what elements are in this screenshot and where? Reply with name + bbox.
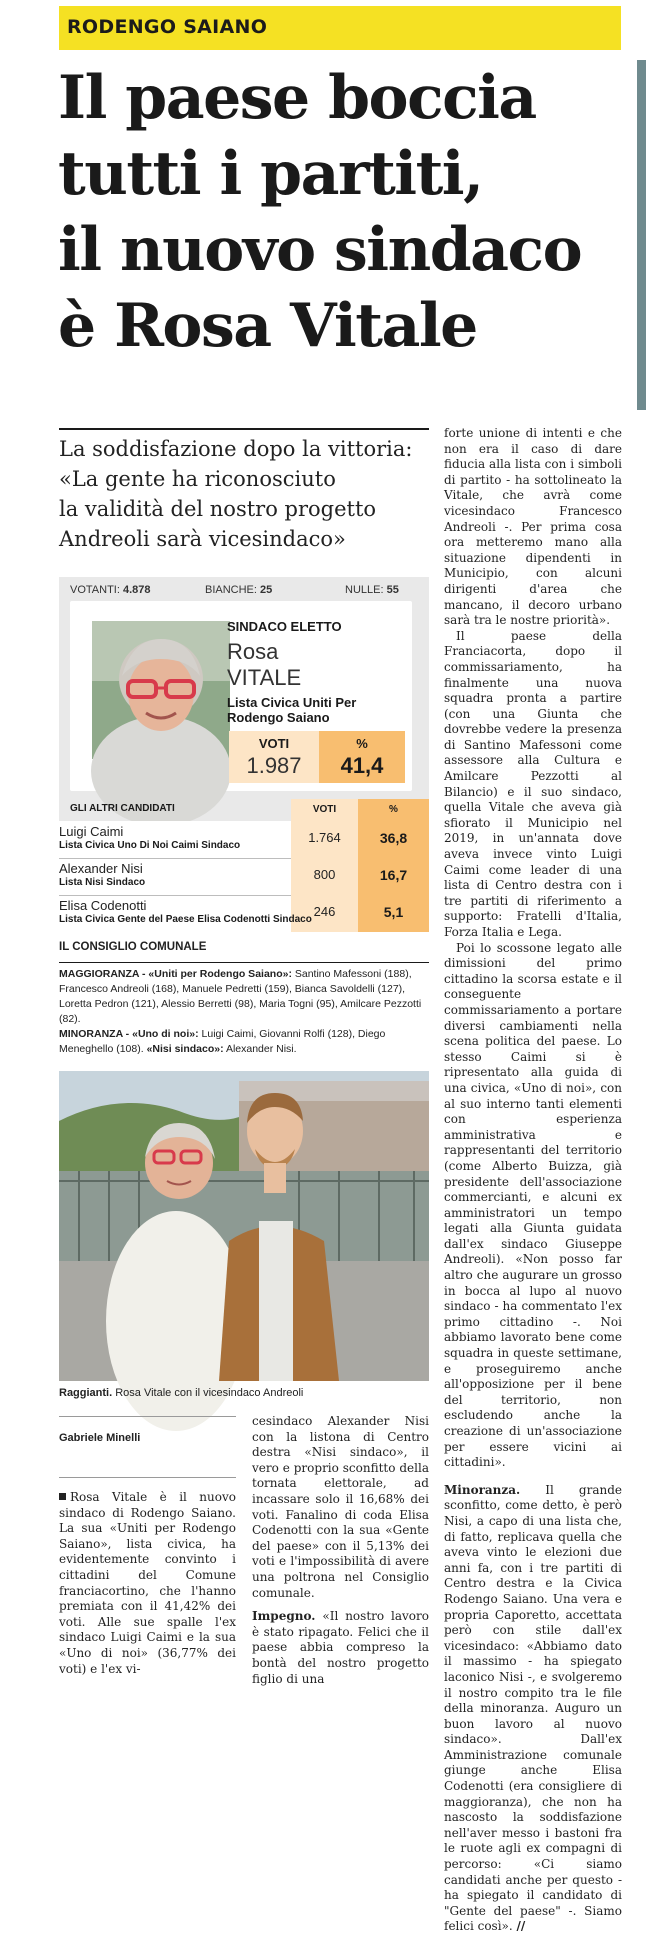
byline: Gabriele Minelli [59,1432,141,1444]
council-majority: MAGGIORANZA - «Uniti per Rodengo Saiano»: Santino Mafessoni (188), Francesco Andreoli (168), Manuele Pedretti (159), Bianca Savoldelli (127), Loretta Pedron (121), Alessio Berretti (98), Maria Togni (95), Amilcare Pezzotti (82). [59,968,422,1025]
candidate-votes: 800 [313,867,336,882]
candidate-row [59,896,429,932]
votes-label: VOTI [258,736,290,751]
article-column-2 [252,1414,429,1687]
council-title: IL CONSIGLIO COMUNALE [59,941,207,953]
council-rule [59,962,429,963]
subheadline [59,434,429,554]
byline-rule-bottom [59,1477,236,1478]
article-column-3 [444,426,622,1935]
photo-caption: Raggianti. Rosa Vitale con il vicesindaco Andreoli [59,1387,304,1399]
paragraph: Il paese della Franciacorta, dopo il commissariamento, ha finalmente una nuova squadra pronta a partire (con una Giunta che dovrebbe vedere la presenza di Santino Mafessoni come assessore alla Cultura e Amilcare Pezzotti al Bilancio) e il suo sindaco, quella Vitale che aveva già sfiorato il Municipio nel 2019, in un'annata dove aveva invece vinto Luigi Caimi come leader di una lista di Centro destra con i tre partiti di riferimento a supporto: Fratelli d'Italia, Forza Italia e Lega. [444,628,622,939]
candidate-pct: 16,7 [379,867,408,883]
candidate-row [59,859,429,895]
elected-mayor-card [70,601,412,791]
section-kicker-bar [59,6,621,50]
pct-label: % [356,736,368,751]
council-box [59,940,429,1057]
candidate-name: Alexander Nisi [59,861,143,876]
elected-votes-cell [229,731,319,783]
subhead-line: Andreoli sarà vicesindaco» [59,527,346,551]
headline-line: Il paese boccia [58,63,536,133]
article-photo [59,1071,429,1381]
candidate-name: Elisa Codenotti [59,898,147,913]
others-pct-header: % [389,804,398,815]
headline-line: il nuovo sindaco [58,215,582,285]
paragraph: forte unione di intenti e che non era il caso di dare fiducia alla lista con i simboli di partito - ha sottolineato la Vitale, che avrà come vicesindaco Francesco Andreoli -. Per prima cosa ora metteremo mano alla situazione dipendenti in Municipio, con alcuni dirigenti d'area che mancano, il decoro urbano sarà tra le nostre priorità». [444,426,622,628]
candidate-row [59,822,429,858]
candidate-list: Lista Civica Uno Di Noi Caimi Sindaco [59,840,241,851]
subhead-line: La soddisfazione dopo la vittoria: [59,437,413,461]
byline-rule-top [59,1416,236,1417]
candidate-pct: 36,8 [379,830,408,846]
candidate-votes: 246 [313,904,336,919]
others-header [59,799,429,821]
lead-paragraph: Rosa Vitale è il nuovo sindaco di Rodengo Saiano. La sua «Uniti per Rodengo Saiano», lista civica, ha evidentemente convinto i cittadini del Comune franciacortino, che l'hanno premiata con il 41,42% dei voti. Alle sue spalle l'ex sindaco Luigi Caimi e la sua «Uno di noi» (36,77% dei voti) e l'ex vi- [59,1490,236,1676]
bullet-icon [59,1493,66,1500]
others-votes-header: VOTI [312,804,337,815]
turnout-votanti: VOTANTI: 4.878 [70,584,151,596]
elected-list-name: Lista Civica Uniti Per Rodengo Saiano [227,695,357,725]
council-minority: MINORANZA - «Uno di noi»: Luigi Caimi, Giovanni Rolfi (128), Diego Meneghello (108). «Nisi sindaco»: Alexander Nisi. [59,1028,386,1055]
elected-label: SINDACO ELETTO [227,619,342,634]
turnout-bianche: BIANCHE: 25 [205,584,273,596]
others-label: GLI ALTRI CANDIDATI [70,803,175,814]
paragraph: cesindaco Alexander Nisi con la listona di Centro destra «Nisi sindaco», il vero e proprio sconfitto della tornata elettorale, ad incassare solo il 16,68% dei voti. Fanalino di coda Elisa Codenotti con la sua «Gente del paese» con il 5,13% dei voti e l'impossibilità di avere una poltrona nel Consiglio comunale. [252,1414,429,1600]
paragraph-minoranza: Minoranza. Il grande sconfitto, come detto, è però Nisi, a capo di una lista che, di fatto, replicava quella che aveva vinto le elezioni due anni fa, con i tre partiti di Centro destra e la Civica Rodengo Saiano. Una vera e propria Caporetto, accettata però con stile dall'ex vicesindaco: «Abbiamo dato il massimo - ha spiegato laconico Nisi -, e svolgeremo il nostro compito tra le file della minoranza. Auguro un buon lavoro al nuovo sindaco». Dall'ex Amministrazione comunale giunge anche Elisa Codenotti (era consigliere di maggioranza), che non ha nascosto la soddisfazione nell'aver messo i bastoni fra le ruote agli ex compagni di percorso: «Ci siamo candidati anche per questo - ha spiegato il candidato di "Gente del paese" -. Siamo felici così». // [444,1482,622,1934]
candidate-list: Lista Civica Gente del Paese Elisa Codenotti Sindaco [59,914,312,925]
turnout-nulle: NULLE: 55 [345,584,399,596]
elected-last-name: VITALE [227,665,302,690]
votes-value: 1.987 [246,753,302,778]
article-column-1 [59,1490,236,1677]
candidate-pct: 5,1 [383,904,404,920]
headline-line: è Rosa Vitale [58,291,477,361]
paragraph-impegno: Impegno. «Il nostro lavoro è stato ripagato. Felici che il paese abbia compreso la bontà del nostro progetto figlio di una [252,1609,429,1686]
candidate-votes: 1.764 [308,830,341,845]
subhead-rule [59,428,429,430]
adjacent-photo-strip [637,60,646,410]
subhead-line: «La gente ha riconosciuto [59,467,336,491]
elected-pct-cell [319,731,405,783]
candidate-name: Luigi Caimi [59,824,124,839]
paragraph: Poi lo scossone legato alle dimissioni del primo cittadino la scorsa estate e il conseguente commissariamento a portare diversi cambiamenti nella scena politica del paese. Lo stesso Caimi si è ripresentato alla guida di una civica, «Uno di noi», con al suo interno tanti elementi con esperienza amministrativa e rappresentanti del territorio (come Alberto Buizza, già presidente dell'associazione commercianti, e alcuni ex amministratori un tempo legati alla Giunta guidata dall'ex sindaco Giuseppe Andreoli). «Non posso far altro che augurare un grosso in bocca al lupo al nuovo sindaco - ha commentato l'ex primo cittadino -. Noi abbiamo lavorato bene come squadra in queste settimane, e proseguiremo anche all'opposizione per il bene del territorio, non escludendo anche la creazione di un'associazione per essere vicini ai cittadini». [444,940,622,1470]
headline-line: tutti i partiti, [58,139,483,209]
headline [58,60,628,364]
candidate-list: Lista Nisi Sindaco [59,877,146,888]
mayor-portrait [92,621,230,759]
subhead-line: la validità del nostro progetto [59,497,377,521]
end-mark: // [516,1919,526,1934]
pct-value: 41,4 [340,753,384,778]
elected-first-name: Rosa [227,639,279,664]
section-kicker: RODENGO SAIANO [67,16,268,38]
